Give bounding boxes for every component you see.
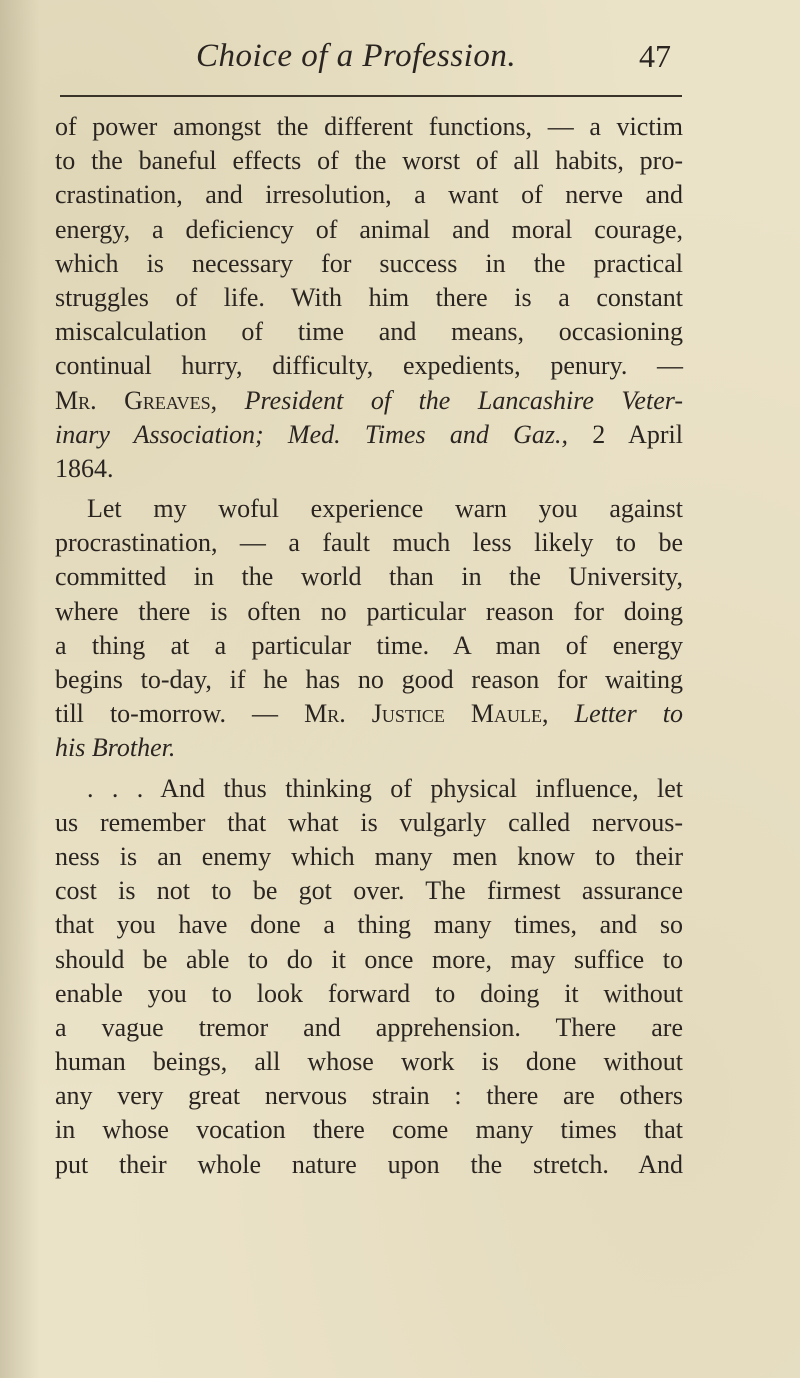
paragraph [55, 492, 683, 766]
binding-shadow [0, 0, 40, 1378]
source-date: 2 April [568, 419, 683, 449]
source-title: Letter to [548, 699, 683, 729]
header-rule [60, 95, 682, 97]
body-text [55, 110, 683, 1182]
page-number: 47 [639, 38, 671, 74]
text-line [55, 418, 683, 452]
text-line: where there is often no particular reason for doing [55, 596, 683, 626]
text-line: should be able to do it once more, may suffice to [55, 944, 683, 974]
source-title: inary Association; Med. Times and Gaz., [55, 419, 569, 449]
text-line: energy, a deficiency of animal and moral courage, [55, 214, 683, 244]
running-head [0, 38, 800, 86]
text-line: his Brother. [55, 733, 176, 763]
text-line: crastination, and irresolution, a want of nerve and [55, 180, 683, 210]
text-segment: till to-morrow. — [55, 699, 305, 729]
text-line: committed in the world than in the University, [55, 562, 683, 592]
text-line: enable you to look forward to doing it without [55, 978, 683, 1008]
text-line: any very great nervous strain : there are others [55, 1081, 683, 1111]
text-line: Let my woful experience warn you against [87, 494, 683, 524]
text-line: ness is an enemy which many men know to their [55, 841, 683, 871]
text-line: . . . And thus thinking of physical influence, let [87, 773, 683, 803]
text-line: 1864. [55, 453, 114, 483]
text-line: procrastination, — a fault much less likely to be [55, 528, 683, 558]
text-line: a vague tremor and apprehension. There are [55, 1012, 683, 1042]
text-line: continual hurry, difficulty, expedients, penury. — [55, 351, 683, 381]
text-line [55, 697, 683, 731]
author-name: Mr. Justice Maule, [304, 699, 549, 729]
text-line: begins to-day, if he has no good reason for waiting [55, 665, 683, 694]
author-name: Mr. Greaves, [55, 385, 218, 415]
text-line: in whose vocation there come many times that [55, 1115, 683, 1145]
text-line: a thing at a particular time. A man of energy [55, 630, 683, 660]
paragraph [55, 110, 683, 486]
text-line: us remember that what is vulgarly called nervous- [55, 807, 683, 837]
text-line: of power amongst the different functions, — a victim [55, 112, 683, 141]
text-line: struggles of life. With him there is a constant [55, 282, 683, 312]
source-title: President of the Lancashire Veter- [217, 385, 683, 415]
text-line: cost is not to be got over. The firmest assurance [55, 876, 683, 906]
running-title: Choice of a Profession. [196, 38, 517, 74]
text-line: miscalculation of time and means, occasioning [55, 317, 683, 347]
text-line: to the baneful effects of the worst of all habits, pro- [55, 146, 683, 176]
paragraph [55, 772, 683, 1182]
text-line: human beings, all whose work is done without [55, 1047, 683, 1077]
text-line: which is necessary for success in the practical [55, 248, 683, 278]
text-line [55, 384, 683, 418]
text-line: put their whole nature upon the stretch. And [55, 1149, 683, 1179]
text-line: that you have done a thing many times, and so [55, 910, 683, 940]
